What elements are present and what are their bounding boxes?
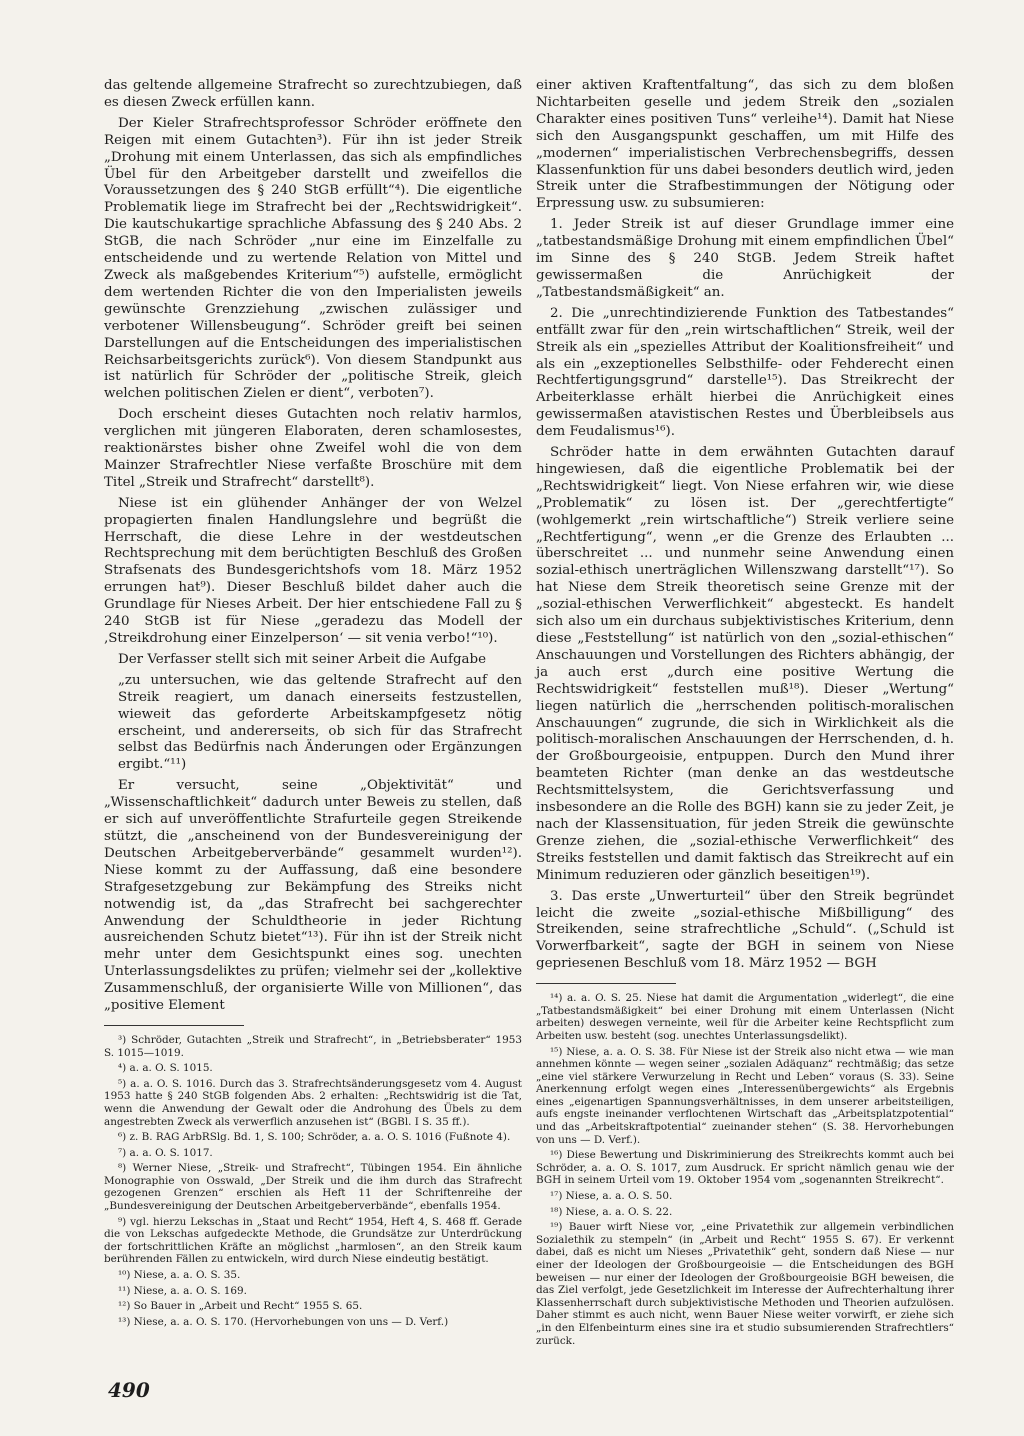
paragraph: 1. Jeder Streik ist auf dieser Grundlage immer eine „tatbestandsmäßige Drohung mit einem empfindlichen Übel“ im Sinne des § 240 StGB. Jedem Streik haftet gewissermaßen die Anrüchigkeit der „Tatbestandsmäßigkeit“ an.: [536, 217, 954, 300]
footnote: ⁷) a. a. O. S. 1017.: [118, 1146, 213, 1159]
footnote-divider: [536, 983, 676, 984]
paragraph: 3. Das erste „Unwerturteil“ über den Streik begründet leicht die zweite „sozial-ethische Mißbilligung“ des Streikenden, seine strafrechtliche „Schuld“. („Schuld ist Vorwerfbarkeit“, sagte der BGH in seinem von Niese gepriesenen Beschluß vom 18. März 1952 — BGH: [536, 888, 954, 972]
paragraph: Schröder hatte in dem erwähnten Gutachten darauf hingewiesen, daß die eigentliche Problematik bei der „Rechtswidrigkeit“ liegt. Von Niese erfahren wir, wie diese „Problematik“ zu lösen ist. Der „gerechtfertigte“ (wohlgemerkt „rein wirtschaftliche“) Streik verliere seine „Rechtfertigung“, wenn „er die Grenze des Erlaubten ... überschreitet ... und nunmehr seine Anwendung einen sozial-ethisch unerträglichen Willenszwang darstellt“¹⁷). So hat Niese dem Streik theoretisch seine Grenze mit der „sozial-ethischen Verwerflichkeit“ abgesteckt. Es handelt sich also um ein durchaus subjektivistisches Kriterium, denn diese „Feststellung“ ist natürlich von den „sozial-ethischen“ Anschauungen und Vorstellungen des Richters abhängig, der ja auch erst „durch eine positive Wertung die Rechtswidrigkeit“ feststellen muß¹⁸). Dieser „Wertung“ liegen natürlich die „herrschenden politisch-moralischen Anschauungen“ zugrunde, die sich in Wirklichkeit als die politisch-moralischen Anschauungen der Herrschenden, d. h. der Großbourgeoisie, entpuppen. Durch den Mund ihrer beamteten Richter (man denke an das westdeutsche Rechtsmittelsystem, die Gerichtsverfassung und insbesondere an die Rolle des BGH) kann sie zu jeder Zeit, je nach der Klassensituation, für jeden Streik die gewünschte Grenze ziehen, die „sozial-ethische Verwerflichkeit“ des Streiks feststellen und damit faktisch das Streikrecht auf ein Minimum reduzieren oder gänzlich beseitigen¹⁹).: [536, 445, 954, 883]
paragraph: Der Kieler Strafrechtsprofessor Schröder eröffnete den Reigen mit einem Gutachten³). Für ihn ist jeder Streik „Drohung mit einem Unterlassen, das sich als empfindliches Übel für den Arbeitgeber darstellt und zweifellos die Voraussetzungen des § 240 StGB erfüllt“⁴). Die eigentliche Problematik liege im Strafrecht bei der „Rechtswidrigkeit“. Die kautschukartige sprachliche Abfassung des § 240 Abs. 2 StGB, die nach Schröder „nur eine im Einzelfalle zu entscheidende und zu wertende Relation von Mittel und Zweck als maßgebendes Kriterium“⁵) aufstelle, ermöglicht dem wertenden Richter die von den Imperialisten jeweils gewünschte Grenzziehung „zwischen zulässiger und verbotener Willensbeugung“. Schröder greift bei seinen Darstellungen auf die Entscheidungen des imperialistischen Reichsarbeitsgerichts zurück⁶). Von diesem Standpunkt aus ist natürlich für Schröder der „politische Streik, gleich welchen politischen Zielen er dient“, verboten⁷).: [104, 115, 522, 402]
footnote: ⁵) a. a. O. S. 1016. Durch das 3. Strafrechtsänderungsgesetz vom 4. August 1953 hatte § 240 StGB folgenden Abs. 2 erhalten: „Rechtswidrig ist die Tat, wenn die Anwendung der Gewalt oder die Androhung des Übels zu dem angestrebten Zweck als verwerflich anzusehen ist“ (BGBl. I S. 35 ff.).: [104, 1077, 522, 1128]
paragraph: Doch erscheint dieses Gutachten noch relativ harmlos, verglichen mit jüngeren Elaboraten, deren schamlosestes, reaktionärstes bisher ohne Zweifel wohl die von dem Mainzer Strafrechtler Niese verfaßte Broschüre mit dem Titel „Streik und Strafrecht“ darstellt⁸).: [104, 407, 522, 490]
footnote: ⁹) vgl. hierzu Lekschas in „Staat und Recht“ 1954, Heft 4, S. 468 ff. Gerade die von Lekschas aufgedeckte Methode, die Grundsätze zur Unterdrückung der fortschrittlichen Kräfte an möglichst „harmlosen“, an den Streik kaum berührenden Fällen zu entwickeln, wird durch Niese eindeutig bestätigt.: [104, 1215, 522, 1266]
footnote: ¹⁴) a. a. O. S. 25. Niese hat damit die Argumentation „widerlegt“, die eine „Tatbestandsmäßigkeit“ bei einer Drohung mit einem Unterlassen (Nicht arbeiten) deswegen verneinte, weil für die Arbeiter keine Rechtspflicht zum Arbeiten usw. besteht (sog. unechtes Unterlassungsdelikt).: [536, 992, 954, 1042]
paragraph: 2. Die „unrechtindizierende Funktion des Tatbestandes“ entfällt zwar für den „rein wirtschaftlichen“ Streik, weil der Streik als ein „spezielles Attribut der Koalitionsfreiheit“ und als ein „exzeptionelles Selbsthilfe- oder Fehderecht einen Rechtfertigungsgrund“ darstelle¹⁵). Das Streikrecht der Arbeiterklasse erhält hierbei die Anrüchigkeit eines gewissermaßen atavistischen Restes und Überbleibsels aus dem Feudalismus¹⁶).: [536, 305, 954, 440]
left-column: [104, 78, 522, 1331]
block-quote: „zu untersuchen, wie das geltende Strafrecht auf den Streik reagiert, um danach einerseits festzustellen, wieweit das geforderte Arbeitskampfgesetz nötig erscheint, und andererseits, ob sich für das Strafrecht selbst das Bedürfnis nach Änderungen oder Ergänzungen ergibt.“¹¹): [118, 672, 522, 773]
paragraph: Er versucht, seine „Objektivität“ und „Wissenschaftlichkeit“ dadurch unter Beweis zu stellen, daß er sich auf unveröffentlichte Strafurteile gegen Streikende stützt, die „anscheinend von der Bundesvereinigung der Deutschen Arbeitgeberverbände“ gesammelt wurden¹²). Niese kommt zu der Auffassung, daß eine besondere Strafgesetzgebung zur Bekämpfung des Streiks nicht notwendig ist, da „das Strafrecht bei sachgerechter Anwendung der Schuldtheorie in jeder Richtung ausreichenden Schutz bietet“¹³). Für ihn ist der Streik nicht mehr unter dem Gesichtspunkt eines sog. unechten Unterlassungsdeliktes zu prüfen; vielmehr sei der „kollektive Zusammenschluß, der organisierte Wille von Millionen“, das „positive Element: [104, 778, 522, 1014]
footnote-divider: [104, 1025, 244, 1026]
footnotes: [536, 992, 954, 1347]
paragraph: Der Verfasser stellt sich mit seiner Arbeit die Aufgabe: [118, 651, 486, 667]
footnote: ¹⁷) Niese, a. a. O. S. 50.: [550, 1190, 673, 1203]
footnote: ³) Schröder, Gutachten „Streik und Strafrecht“, in „Betriebsberater“ 1953 S. 1015—1019.: [104, 1033, 522, 1059]
right-column: [536, 78, 954, 1350]
footnote: ¹⁸) Niese, a. a. O. S. 22.: [550, 1205, 673, 1218]
footnote: ⁶) z. B. RAG ArbRSlg. Bd. 1, S. 100; Schröder, a. a. O. S. 1016 (Fußnote 4).: [118, 1131, 511, 1144]
footnote: ¹²) So Bauer in „Arbeit und Recht“ 1955 S. 65.: [118, 1300, 363, 1313]
footnote: ⁸) Werner Niese, „Streik- und Strafrecht“, Tübingen 1954. Ein ähnliche Monographie von Osswald, „Der Streik und die ihm durch das Strafrecht gezogenen Grenzen“ erschien als Heft 11 der Schriftenreihe der „Bundesvereinigung der Deutschen Arbeitgeberverbände“, ebenfalls 1954.: [104, 1162, 522, 1213]
footnotes: [104, 1034, 522, 1328]
paragraph: das geltende allgemeine Strafrecht so zurechtzubiegen, daß es diesen Zweck erfüllen kann.: [104, 78, 522, 110]
paragraph: einer aktiven Kraftentfaltung“, das sich zu dem bloßen Nichtarbeiten geselle und jedem Streik den „sozialen Charakter eines positiven Tuns“ verleihe¹⁴). Damit hat Niese sich den Ausgangspunkt geschaffen, um mit Hilfe des „modernen“ imperialistischen Verbrechensbegriffs, dessen Klassenfunktion für uns dabei besonders deutlich wird, jeden Streik unter die Strafbestimmungen der Nötigung oder Erpressung usw. zu subsumieren:: [536, 78, 954, 212]
page-number: 490: [108, 1378, 150, 1402]
footnote: ¹⁰) Niese, a. a. O. S. 35.: [118, 1269, 241, 1282]
footnote: ⁴) a. a. O. S. 1015.: [118, 1062, 213, 1075]
footnote: ¹⁵) Niese, a. a. O. S. 38. Für Niese ist der Streik also nicht etwa — wie man annehmen könnte — wegen seiner „sozialen Adäquanz“ rechtmäßig; das setze „eine viel stärkere Verwurzelung in Recht und Leben“ voraus (S. 33). Seine Anerkennung erfolgt wegen eines „Interessenübergewichts“ als Ergebnis eines „eigenartigen Spannungsverhältnisses, in dem unserer arbeitsteiligen, aufs engste ineinander verflochtenen Wirtschaft das „Arbeitsplatzpotential“ und das „Arbeitskraftpotential“ zueinander stehen“ (S. 38. Hervorhebungen von uns — D. Verf.).: [536, 1045, 954, 1146]
footnote: ¹¹) Niese, a. a. O. S. 169.: [118, 1284, 247, 1297]
paragraph: Niese ist ein glühender Anhänger der von Welzel propagierten finalen Handlungslehre und begrüßt die Herrschaft, die diese Lehre in der westdeutschen Rechtsprechung mit dem berüchtigten Beschluß des Großen Strafsenats des Bundesgerichtshofs vom 18. März 1952 errungen hat⁹). Dieser Beschluß bildet daher auch die Grundlage für Nieses Arbeit. Der hier entschiedene Fall zu § 240 StGB ist für Niese „geradezu das Modell der ‚Streikdrohung einer Einzelperson‘ — sit venia verbo!“¹⁰).: [104, 495, 522, 646]
footnote: ¹⁶) Diese Bewertung und Diskriminierung des Streikrechts kommt auch bei Schröder, a. a. O. S. 1017, zum Ausdruck. Er spricht nämlich genau wie der BGH in seinem Urteil vom 19. Oktober 1954 vom „sogenannten Streikrecht“.: [536, 1149, 954, 1187]
footnote: ¹⁹) Bauer wirft Niese vor, „eine Privatethik zur allgemein verbindlichen Sozialethik zu stempeln“ (in „Arbeit und Recht“ 1955 S. 67). Er verkennt dabei, daß es nicht um Nieses „Privatethik“ geht, sondern daß Niese — nur einer der Ideologen der Großbourgeoisie — die Entscheidungen des BGH beweisen — nur einer der Ideologen der Großbourgeoisie BGH beweisen, die das Ziel verfolgt, jede Gesetzlichkeit im Interesse der Aufrechterhaltung ihrer Klassenherrschaft durch subjektivistische Methoden und Theorien aufzulösen. Daher stimmt es auch nicht, wenn Bauer Niese weiter vorwirft, er ziehe sich „in den Elfenbeinturm eines sine ira et studio subsumierenden Strafrechtlers“ zurück.: [536, 1221, 954, 1347]
footnote: ¹³) Niese, a. a. O. S. 170. (Hervorhebungen von uns — D. Verf.): [118, 1315, 449, 1328]
